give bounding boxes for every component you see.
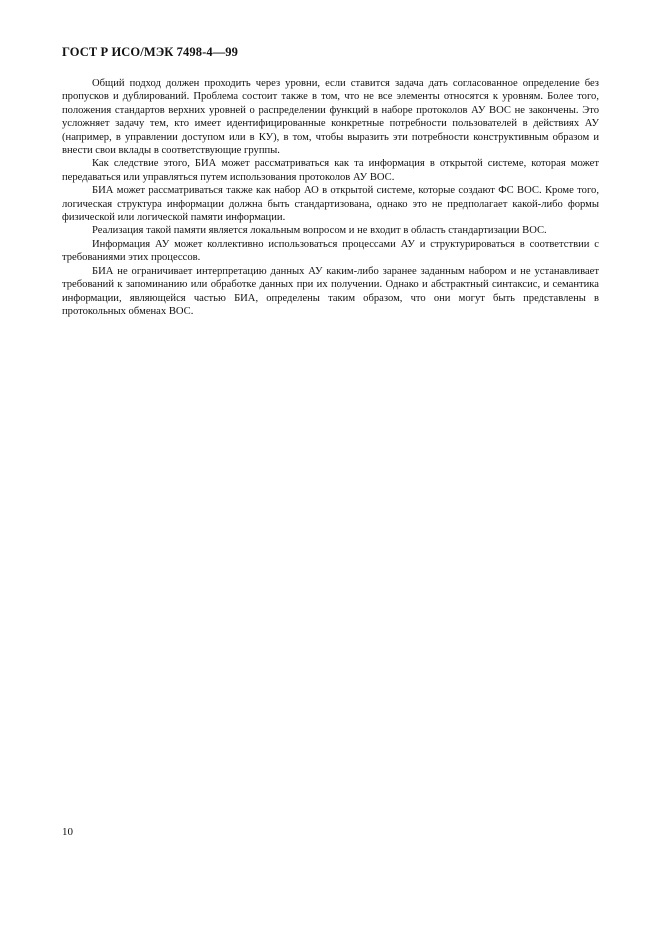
paragraph-consequence: Как следствие этого, БИА может рассматриваться как та информация в открытой системе, которая может передаваться или управляться путем использования протоколов АУ ВОС.	[62, 158, 599, 183]
paragraph-implementation: Реализация такой памяти является локальным вопросом и не входит в область стандартизации ВОС.	[92, 225, 547, 237]
paragraph-general-approach: Общий подход должен проходить через уровни, если ставится задача дать согласованное определение без пропусков и дублирований. Проблема состоит также в том, что не все элементы относятся к уровням. Более того, положения стандартов верхних уровней о распределении функций в наборе протоколов АУ ВОС не закончены. Это усложняет задачу тем, кто имеет идентифицированные конкретные потребности пользователей в действиях АУ (например, в управлении доступом или в КУ), в том, чтобы выразить эти потребности конструктивным образом и внести свои вклады в соответствующие группы.	[62, 78, 599, 157]
document-body	[62, 77, 599, 318]
page-number: 10	[62, 826, 73, 838]
paragraph-mib-objects: БИА может рассматриваться также как набор АО в открытой системе, которые создают ФС ВОС. Кроме того, логическая структура информации должна быть стандартизована, однако это не предполагает какой-либо формы физической или логической памяти информации.	[62, 185, 599, 224]
document-header: ГОСТ Р ИСО/МЭК 7498-4—99	[62, 45, 238, 59]
paragraph-shared-information: Информация АУ может коллективно использоваться процессами АУ и структурироваться в соответствии с требованиями этих процессов.	[62, 238, 599, 264]
paragraph-interpretation: БИА не ограничивает интерпретацию данных АУ каким-либо заранее заданным набором и не устанавливает требований к запоминанию или обработке данных при их получении. Однако и абстрактный синтаксис, и семантика информации, являющейся частью БИА, определены таким образом, что они могут быть представлены в протокольных обменах ВОС.	[62, 265, 599, 317]
